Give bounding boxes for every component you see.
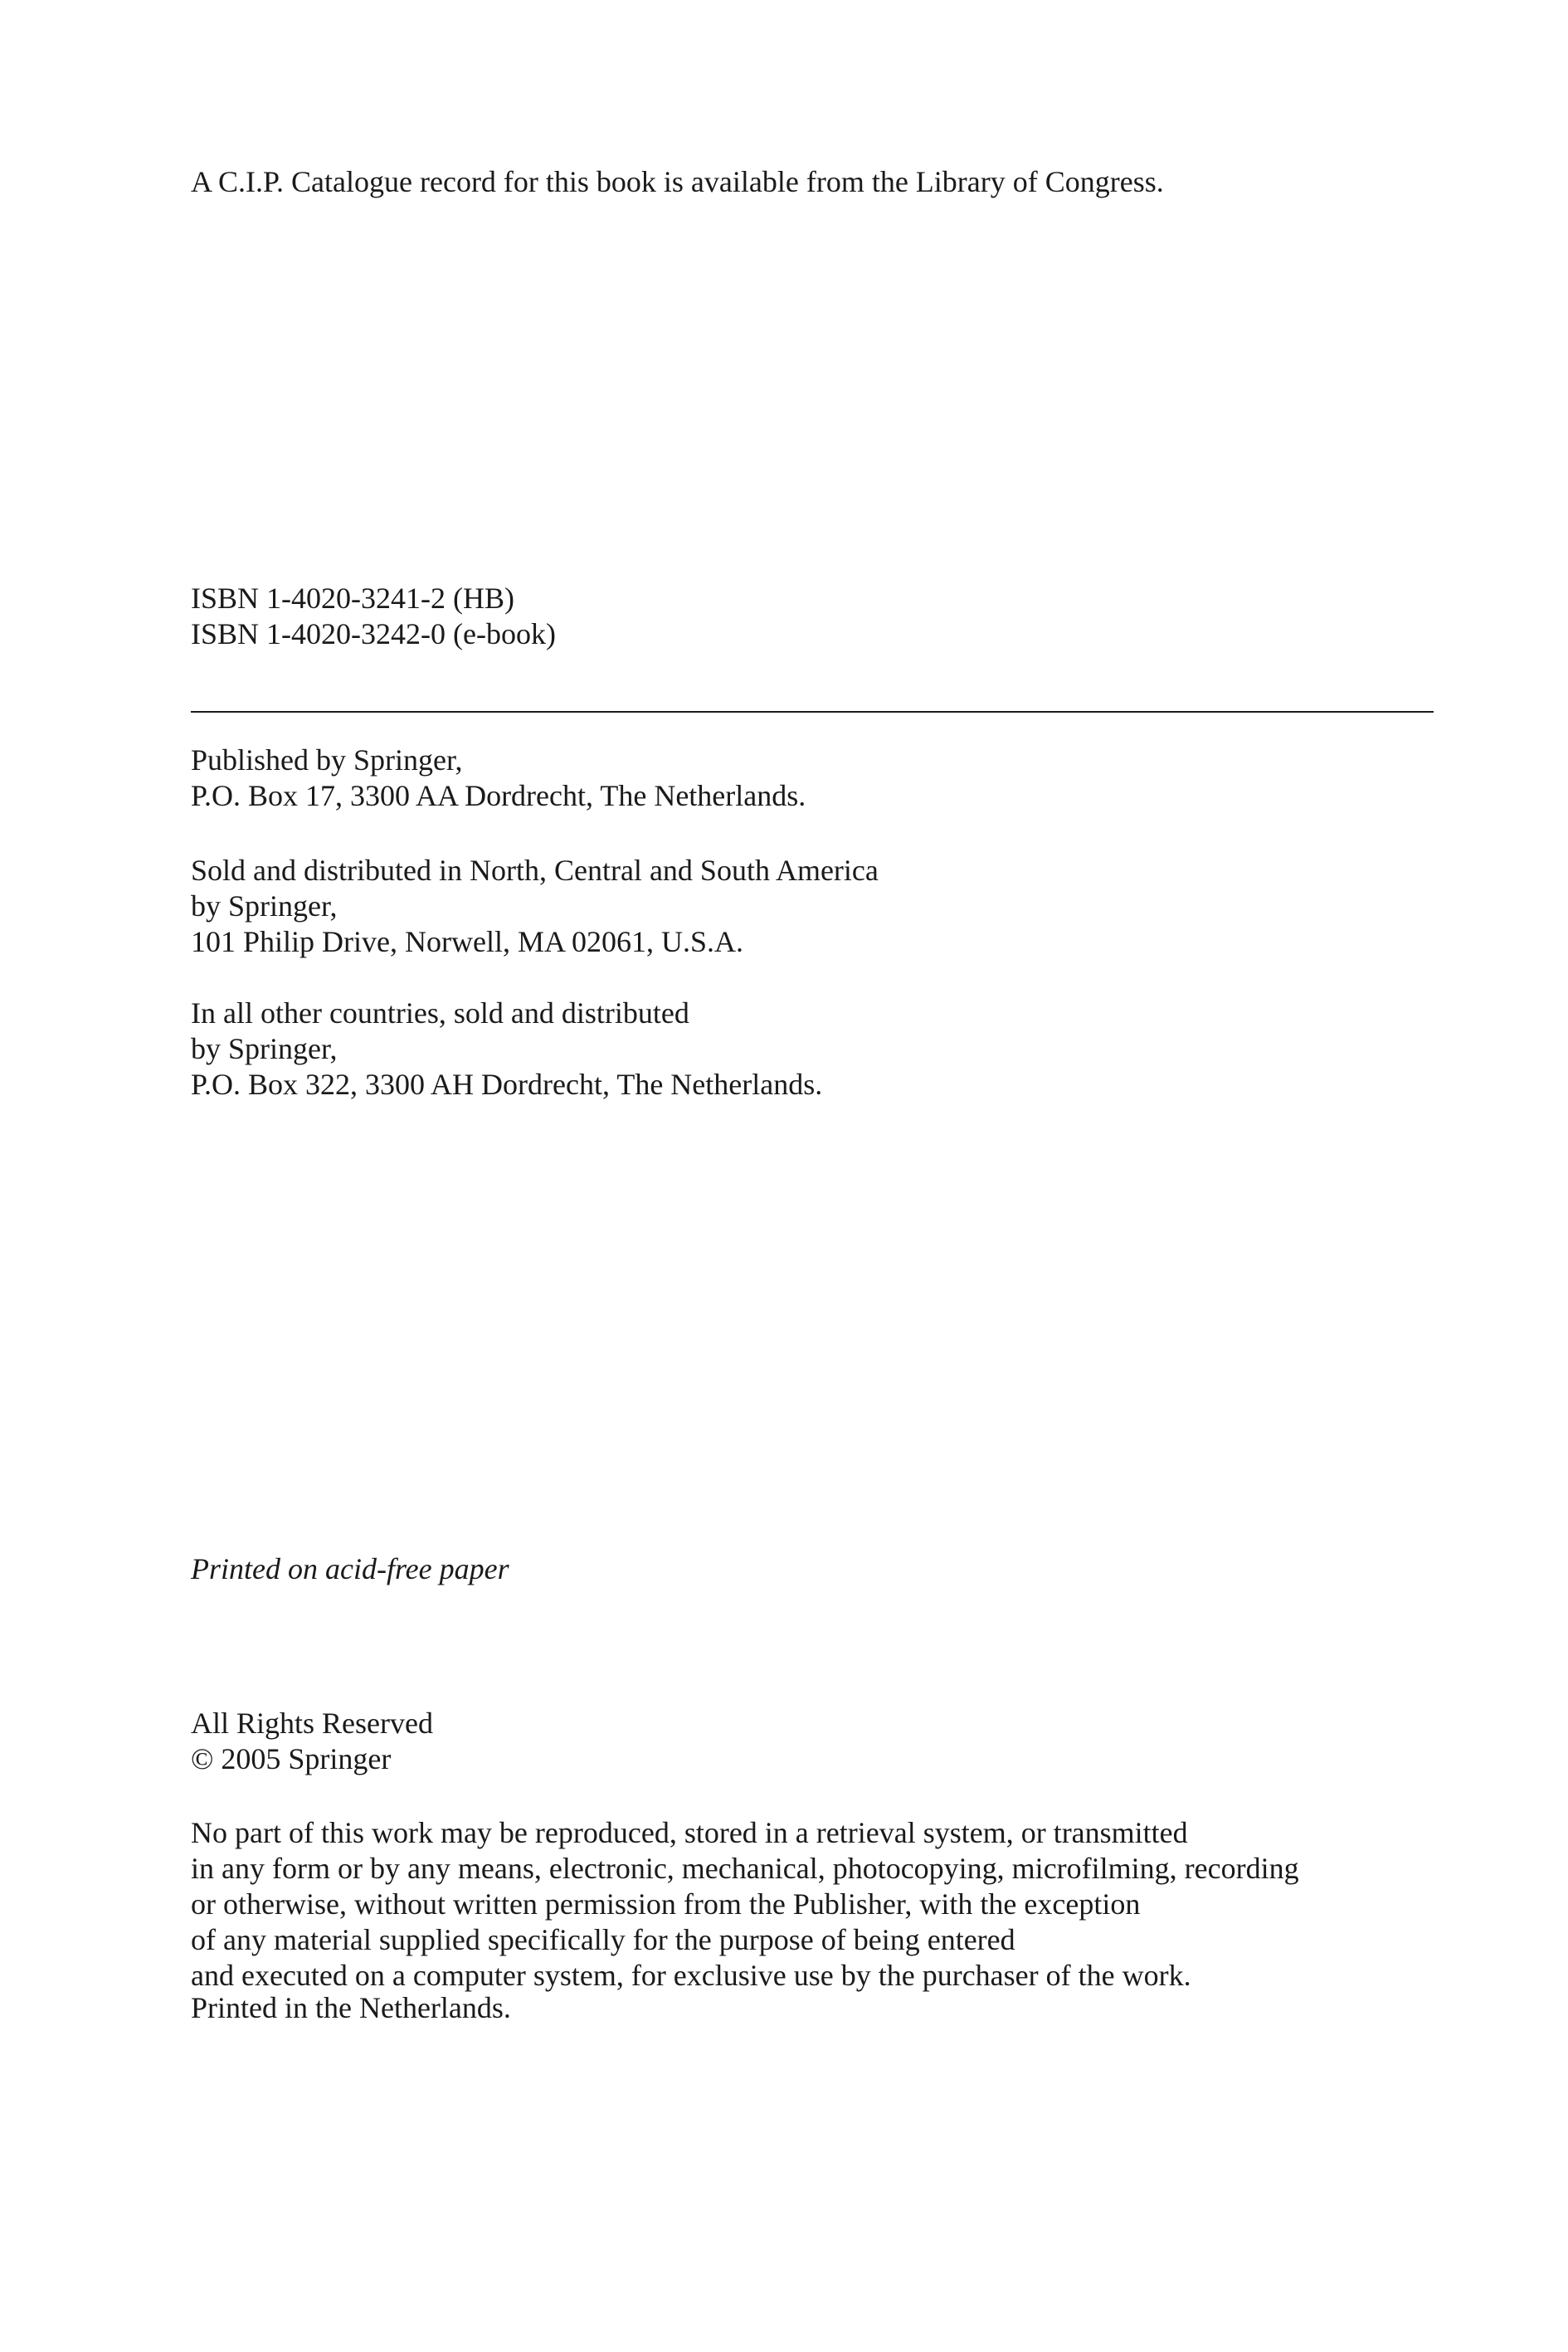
horizontal-rule: [191, 711, 1434, 713]
printed-in-note: [191, 1990, 511, 2026]
notice-line: of any material supplied specifically for the purpose of being entered: [191, 1923, 1015, 1956]
americas-distribution-block: [191, 853, 879, 960]
other-distribution-line: In all other countries, sold and distributed: [191, 996, 689, 1030]
publisher-address: P.O. Box 17, 3300 AA Dordrecht, The Netherlands.: [191, 779, 806, 812]
acid-free-note: [191, 1551, 509, 1587]
notice-line: in any form or by any means, electronic, mechanical, photocopying, microfilming, recording: [191, 1852, 1299, 1885]
americas-address: 101 Philip Drive, Norwell, MA 02061, U.S.A.: [191, 925, 743, 958]
isbn-ebook: ISBN 1-4020-3242-0 (e-book): [191, 617, 556, 650]
printed-in-text: Printed in the Netherlands.: [191, 1991, 511, 2024]
other-address: P.O. Box 322, 3300 AH Dordrecht, The Netherlands.: [191, 1068, 823, 1101]
cip-record: [191, 164, 1164, 200]
acid-free-text: Printed on acid-free paper: [191, 1552, 509, 1585]
other-distributor: by Springer,: [191, 1032, 338, 1065]
americas-distribution-line: Sold and distributed in North, Central and South America: [191, 854, 879, 887]
isbn-block: [191, 581, 556, 652]
reproduction-notice: [191, 1815, 1299, 1994]
notice-line: and executed on a computer system, for exclusive use by the purchaser of the work.: [191, 1959, 1191, 1992]
rights-block: [191, 1706, 433, 1777]
rights-reserved: All Rights Reserved: [191, 1707, 433, 1740]
isbn-hardback: ISBN 1-4020-3241-2 (HB): [191, 582, 514, 615]
notice-line: or otherwise, without written permission from the Publisher, with the exception: [191, 1887, 1141, 1921]
copyright-line: © 2005 Springer: [191, 1742, 392, 1775]
cip-record-text: A C.I.P. Catalogue record for this book is available from the Library of Congress.: [191, 165, 1164, 198]
americas-distributor: by Springer,: [191, 889, 338, 923]
publisher-line: Published by Springer,: [191, 743, 463, 777]
notice-line: No part of this work may be reproduced, stored in a retrieval system, or transmitted: [191, 1816, 1188, 1849]
other-distribution-block: [191, 996, 822, 1103]
publisher-block: [191, 743, 806, 814]
